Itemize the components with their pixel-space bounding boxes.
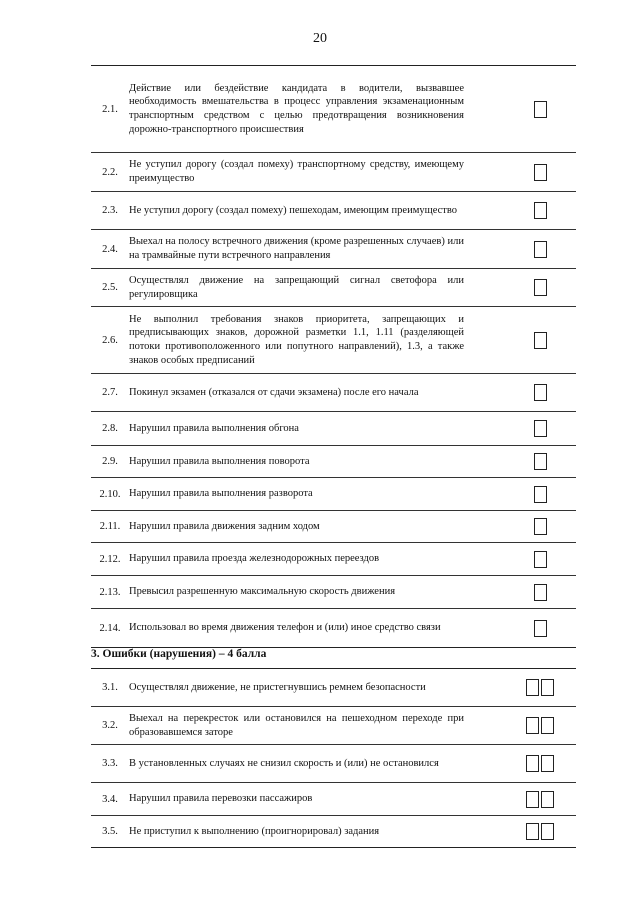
- row-number: 2.12.: [99, 553, 121, 565]
- row-text: Осуществлял движение на запрещающий сигнал светофора или регулировщика: [129, 274, 464, 300]
- table-row: [91, 152, 576, 191]
- row-text: Нарушил правила выполнения обгона: [129, 422, 299, 434]
- row-number: 3.2.: [102, 720, 118, 731]
- violations-table-3: [91, 668, 576, 848]
- row-number: 2.2.: [102, 166, 118, 178]
- table-row: [91, 66, 576, 152]
- row-text: Выехал на перекресток или остановился на пешеходном переходе при образовавшемся заторе: [129, 712, 464, 738]
- checkbox[interactable]: [526, 791, 539, 808]
- page-number: 20: [313, 31, 327, 46]
- table-row: [91, 229, 576, 268]
- row-text: Выехал на полосу встречного движения (кроме разрешенных случаев) или на трамвайные пути встречного направления: [129, 236, 464, 261]
- checkbox[interactable]: [534, 279, 547, 296]
- row-number: 2.9.: [102, 456, 118, 467]
- row-number: 2.8.: [102, 423, 118, 434]
- row-number: 2.3.: [102, 205, 118, 216]
- table-row: [91, 782, 576, 815]
- row-number: 2.11.: [99, 521, 121, 532]
- row-number: 2.13.: [99, 586, 121, 598]
- row-text: Не приступил к выполнению (проигнорировал) задания: [129, 825, 380, 837]
- row-number: 3.1.: [102, 682, 118, 693]
- row-number: 3.3.: [102, 758, 118, 769]
- checkbox[interactable]: [534, 453, 547, 470]
- row-text: Нарушил правила выполнения поворота: [129, 455, 310, 467]
- row-text: Действие или бездействие кандидата в водители, вызвавшее необходимость вмешательства в процесс управления экзаменационным транспортным средством с целью предотвращения возникновения дорожно-транспортного происшествия: [129, 82, 464, 135]
- table-row: [91, 373, 576, 411]
- row-number: 2.5.: [102, 282, 118, 293]
- table-row: [91, 510, 576, 542]
- row-text: Превысил разрешенную максимальную скорость движения: [129, 586, 396, 598]
- checkbox[interactable]: [534, 332, 547, 349]
- table-row: [91, 669, 576, 706]
- table-row: [91, 575, 576, 608]
- checkbox[interactable]: [541, 717, 554, 734]
- row-text: Покинул экзамен (отказался от сдачи экзамена) после его начала: [129, 386, 419, 398]
- row-number: 3.5.: [102, 826, 118, 837]
- table-row: [91, 306, 576, 373]
- row-number: 2.6.: [102, 334, 118, 346]
- checkbox[interactable]: [526, 679, 539, 696]
- row-number: 2.4.: [102, 243, 118, 255]
- row-text: Нарушил правила выполнения разворота: [129, 488, 313, 500]
- checkbox[interactable]: [534, 551, 547, 568]
- checkbox[interactable]: [534, 584, 547, 601]
- row-number: 2.14.: [99, 622, 121, 634]
- violations-table-2: [91, 65, 576, 648]
- table-row: [91, 191, 576, 229]
- checkbox[interactable]: [541, 679, 554, 696]
- row-text: Не уступил дорогу (создал помеху) транспортному средству, имеющему преимущество: [129, 159, 464, 184]
- row-text: Не выполнил требования знаков приоритета, запрещающих и предписывающих знаков, дорожной разметки 1.1, 1.11 (разделяющей потоки противоположенного или попутного направлений), 1.3, а также знаков особых предписаний: [129, 313, 464, 366]
- table-row: [91, 445, 576, 477]
- table-row: [91, 706, 576, 744]
- row-number: 2.10.: [99, 488, 121, 500]
- table-row: [91, 744, 576, 782]
- row-number: 3.4.: [102, 793, 118, 805]
- row-text: Нарушил правила движения задним ходом: [129, 520, 320, 532]
- checkbox[interactable]: [541, 823, 554, 840]
- row-text: Нарушил правила проезда железнодорожных переездов: [129, 553, 380, 565]
- checkbox[interactable]: [534, 420, 547, 437]
- table-row: [91, 815, 576, 847]
- checkbox[interactable]: [534, 241, 547, 258]
- row-text: В установленных случаях не снизил скорость и (или) не остановился: [129, 757, 439, 769]
- checkbox[interactable]: [534, 486, 547, 503]
- row-text: Не уступил дорогу (создал помеху) пешеходам, имеющим преимущество: [129, 204, 457, 216]
- table-row: [91, 477, 576, 510]
- section-heading: 3. Ошибки (нарушения) – 4 балла: [91, 648, 267, 660]
- row-text: Осуществлял движение, не пристегнувшись ремнем безопасности: [129, 681, 426, 693]
- checkbox[interactable]: [534, 164, 547, 181]
- checkbox[interactable]: [541, 755, 554, 772]
- checkbox[interactable]: [534, 518, 547, 535]
- checkbox[interactable]: [526, 717, 539, 734]
- table-row: [91, 542, 576, 575]
- table-row: [91, 411, 576, 445]
- row-number: 2.1.: [102, 103, 118, 115]
- row-text: Нарушил правила перевозки пассажиров: [129, 793, 313, 805]
- row-text: Использовал во время движения телефон и (или) иное средство связи: [129, 622, 441, 634]
- checkbox[interactable]: [541, 791, 554, 808]
- checkbox[interactable]: [534, 620, 547, 637]
- row-number: 2.7.: [102, 387, 118, 398]
- table-row: [91, 608, 576, 647]
- checkbox[interactable]: [526, 823, 539, 840]
- checkbox[interactable]: [526, 755, 539, 772]
- checkbox[interactable]: [534, 101, 547, 118]
- table-row: [91, 268, 576, 306]
- checkbox[interactable]: [534, 384, 547, 401]
- checkbox[interactable]: [534, 202, 547, 219]
